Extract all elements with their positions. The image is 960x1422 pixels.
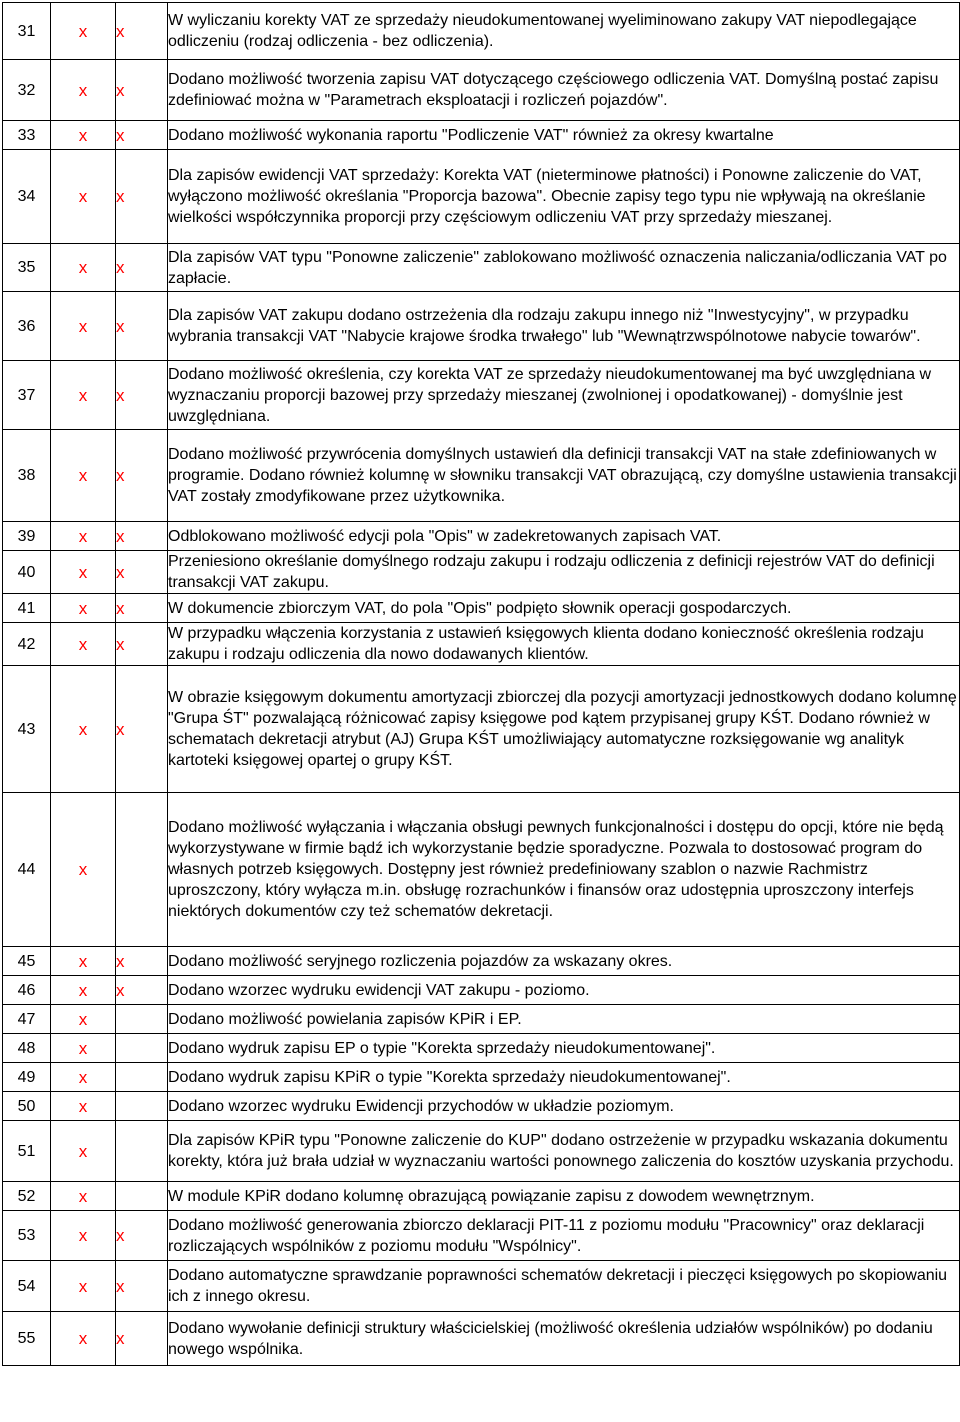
mark-column-2: x [116, 1211, 168, 1261]
row-number: 40 [3, 551, 51, 594]
table-row [3, 623, 960, 666]
row-number: 47 [3, 1005, 51, 1034]
change-description: Dodano możliwość wyłączania i włączania obsługi pewnych funkcjonalności i dostępu do opcji, które nie będą wykorzystywane w firmie bądź ich wykorzystanie będzie sporadyczne. Pozwala to dostosować program do własnych potrzeb księgowych. Dostępny jest również predefiniowany szablon o nazwie Rachmistrz uproszczony, który wyłącza m.in. obsługę rozrachunków i finansów oraz udostępnia uproszczony interfejs niektórych dokumentów czy też schematów dekretacji. [168, 793, 960, 947]
row-number: 34 [3, 150, 51, 244]
mark-column-1: x [51, 121, 116, 150]
change-description: Dodano możliwość wykonania raportu "Podliczenie VAT" również za okresy kwartalne [168, 121, 960, 150]
mark-column-1: x [51, 1211, 116, 1261]
mark-column-2: x [116, 1312, 168, 1366]
row-number: 33 [3, 121, 51, 150]
mark-column-1: x [51, 244, 116, 292]
change-description: Dodano możliwość generowania zbiorczo deklaracji PIT-11 z poziomu modułu "Pracownicy" oraz deklaracji rozliczających wspólników z poziomu modułu "Wspólnicy". [168, 1211, 960, 1261]
table-row [3, 551, 960, 594]
change-description: W obrazie księgowym dokumentu amortyzacji zbiorczej dla pozycji amortyzacji jednostkowych dodano kolumnę "Grupa ŚT" pozwalającą różnicować zapisy księgowe pod kątem przypisanej grupy KŚT. Dodano również w schematach dekretacji atrybut (AJ) Grupa KŚT umożliwiający automatyczne rozksięgowanie wg analityk kartoteki księgowej opartej o grupy KŚT. [168, 666, 960, 793]
table-row [3, 522, 960, 551]
change-description: Dodano możliwość określenia, czy korekta VAT ze sprzedaży nieudokumentowanej ma być uwzględniana w wyznaczaniu proporcji bazowej przy sprzedaży mieszanej (zwolnionej i opodatkowanej) - domyślnie jest uwzględniana. [168, 361, 960, 430]
mark-column-1: x [51, 522, 116, 551]
change-description: Dla zapisów VAT zakupu dodano ostrzeżenia dla rodzaju zakupu innego niż "Inwestycyjny", w przypadku wybrania transakcji VAT "Nabycie krajowe środka trwałego" lub "Wewnątrzwspólnotowe nabycie towarów". [168, 292, 960, 361]
change-description: Dla zapisów KPiR typu "Ponowne zaliczenie do KUP" dodano ostrzeżenie w przypadku wskazania dokumentu korekty, która już brała udział w wyznaczaniu wartości ponownego zaliczenia do kosztów uzyskania przychodu. [168, 1121, 960, 1182]
change-description: Dodano możliwość tworzenia zapisu VAT dotyczącego częściowego odliczenia VAT. Domyślną postać zapisu zdefiniować można w "Parametrach eksploatacji i rozliczeń pojazdów". [168, 60, 960, 121]
table-row [3, 121, 960, 150]
change-description: W wyliczaniu korekty VAT ze sprzedaży nieudokumentowanej wyeliminowano zakupy VAT niepodlegające odliczeniu (rodzaj odliczenia - bez odliczenia). [168, 3, 960, 60]
table-row [3, 3, 960, 60]
mark-column-1: x [51, 1005, 116, 1034]
change-description: W module KPiR dodano kolumnę obrazującą powiązanie zapisu z dowodem wewnętrznym. [168, 1182, 960, 1211]
mark-column-2 [116, 1034, 168, 1063]
row-number: 36 [3, 292, 51, 361]
mark-column-2 [116, 1092, 168, 1121]
row-number: 41 [3, 594, 51, 623]
table-row [3, 244, 960, 292]
table-row [3, 1261, 960, 1312]
mark-column-2: x [116, 947, 168, 976]
mark-column-1: x [51, 150, 116, 244]
changelog-table [2, 2, 960, 1366]
mark-column-2: x [116, 430, 168, 522]
change-description: Dodano możliwość seryjnego rozliczenia pojazdów za wskazany okres. [168, 947, 960, 976]
table-row [3, 1211, 960, 1261]
mark-column-1: x [51, 551, 116, 594]
table-row [3, 1121, 960, 1182]
mark-column-2: x [116, 522, 168, 551]
table-row [3, 60, 960, 121]
mark-column-2 [116, 1182, 168, 1211]
row-number: 54 [3, 1261, 51, 1312]
change-description: W dokumencie zbiorczym VAT, do pola "Opis" podpięto słownik operacji gospodarczych. [168, 594, 960, 623]
mark-column-2: x [116, 244, 168, 292]
mark-column-1: x [51, 1261, 116, 1312]
mark-column-1: x [51, 976, 116, 1005]
table-row [3, 1063, 960, 1092]
row-number: 48 [3, 1034, 51, 1063]
change-description: Przeniesiono określanie domyślnego rodzaju zakupu i rodzaju odliczenia z definicji rejestrów VAT do definicji transakcji VAT zakupu. [168, 551, 960, 594]
change-description: Odblokowano możliwość edycji pola "Opis" w zadekretowanych zapisach VAT. [168, 522, 960, 551]
mark-column-1: x [51, 292, 116, 361]
table-row [3, 1092, 960, 1121]
mark-column-2 [116, 1063, 168, 1092]
mark-column-1: x [51, 1034, 116, 1063]
mark-column-1: x [51, 1121, 116, 1182]
change-description: Dodano możliwość przywrócenia domyślnych ustawień dla definicji transakcji VAT na stałe zdefiniowanych w programie. Dodano również kolumnę w słowniku transakcji VAT obrazującą, czy domyślne ustawienia transakcji VAT zostały zmodyfikowane przez użytkownika. [168, 430, 960, 522]
mark-column-2: x [116, 976, 168, 1005]
change-description: Dodano wzorzec wydruku Ewidencji przychodów w układzie poziomym. [168, 1092, 960, 1121]
row-number: 42 [3, 623, 51, 666]
row-number: 50 [3, 1092, 51, 1121]
row-number: 55 [3, 1312, 51, 1366]
change-description: Dla zapisów VAT typu "Ponowne zaliczenie" zablokowano możliwość oznaczenia naliczania/odliczania VAT po zapłacie. [168, 244, 960, 292]
change-description: Dodano wzorzec wydruku ewidencji VAT zakupu - poziomo. [168, 976, 960, 1005]
mark-column-2: x [116, 361, 168, 430]
change-description: Dodano wydruk zapisu EP o typie "Korekta sprzedaży nieudokumentowanej". [168, 1034, 960, 1063]
table-row [3, 976, 960, 1005]
table-row [3, 1182, 960, 1211]
table-row [3, 594, 960, 623]
row-number: 37 [3, 361, 51, 430]
row-number: 32 [3, 60, 51, 121]
row-number: 46 [3, 976, 51, 1005]
mark-column-2 [116, 1005, 168, 1034]
row-number: 31 [3, 3, 51, 60]
table-row [3, 947, 960, 976]
mark-column-2: x [116, 1261, 168, 1312]
mark-column-1: x [51, 3, 116, 60]
table-row [3, 1034, 960, 1063]
changelog-rows [3, 3, 960, 1366]
change-description: W przypadku włączenia korzystania z ustawień księgowych klienta dodano konieczność określenia rodzaju zakupu i rodzaju odliczenia dla nowo dodawanych klientów. [168, 623, 960, 666]
table-row [3, 793, 960, 947]
mark-column-2: x [116, 594, 168, 623]
mark-column-1: x [51, 60, 116, 121]
mark-column-1: x [51, 1063, 116, 1092]
change-description: Dodano wywołanie definicji struktury właścicielskiej (możliwość określenia udziałów wspólników) po dodaniu nowego wspólnika. [168, 1312, 960, 1366]
row-number: 51 [3, 1121, 51, 1182]
mark-column-2: x [116, 150, 168, 244]
row-number: 52 [3, 1182, 51, 1211]
row-number: 38 [3, 430, 51, 522]
mark-column-2 [116, 1121, 168, 1182]
mark-column-1: x [51, 947, 116, 976]
change-description: Dodano automatyczne sprawdzanie poprawności schematów dekretacji i pieczęci księgowych po skopiowaniu ich z innego okresu. [168, 1261, 960, 1312]
mark-column-2: x [116, 551, 168, 594]
mark-column-2: x [116, 3, 168, 60]
table-row [3, 430, 960, 522]
row-number: 45 [3, 947, 51, 976]
mark-column-1: x [51, 430, 116, 522]
mark-column-1: x [51, 1182, 116, 1211]
mark-column-2: x [116, 121, 168, 150]
change-description: Dodano wydruk zapisu KPiR o typie "Korekta sprzedaży nieudokumentowanej". [168, 1063, 960, 1092]
mark-column-2: x [116, 666, 168, 793]
mark-column-1: x [51, 666, 116, 793]
mark-column-2: x [116, 623, 168, 666]
table-row [3, 1005, 960, 1034]
mark-column-1: x [51, 623, 116, 666]
mark-column-1: x [51, 361, 116, 430]
row-number: 39 [3, 522, 51, 551]
mark-column-2 [116, 793, 168, 947]
table-row [3, 292, 960, 361]
row-number: 44 [3, 793, 51, 947]
change-description: Dla zapisów ewidencji VAT sprzedaży: Korekta VAT (nieterminowe płatności) i Ponowne zaliczenie do VAT, wyłączono możliwość określania "Proporcja bazowa". Obecnie zapisy tego typu nie wpływają na określanie wielkości współczynnika proporcji przy częściowym odliczeniu VAT przy sprzedaży mieszanej. [168, 150, 960, 244]
table-row [3, 150, 960, 244]
table-row [3, 361, 960, 430]
row-number: 35 [3, 244, 51, 292]
mark-column-1: x [51, 1092, 116, 1121]
mark-column-2: x [116, 60, 168, 121]
mark-column-2: x [116, 292, 168, 361]
table-row [3, 666, 960, 793]
change-description: Dodano możliwość powielania zapisów KPiR i EP. [168, 1005, 960, 1034]
table-row [3, 1312, 960, 1366]
mark-column-1: x [51, 793, 116, 947]
mark-column-1: x [51, 594, 116, 623]
row-number: 53 [3, 1211, 51, 1261]
mark-column-1: x [51, 1312, 116, 1366]
row-number: 49 [3, 1063, 51, 1092]
row-number: 43 [3, 666, 51, 793]
